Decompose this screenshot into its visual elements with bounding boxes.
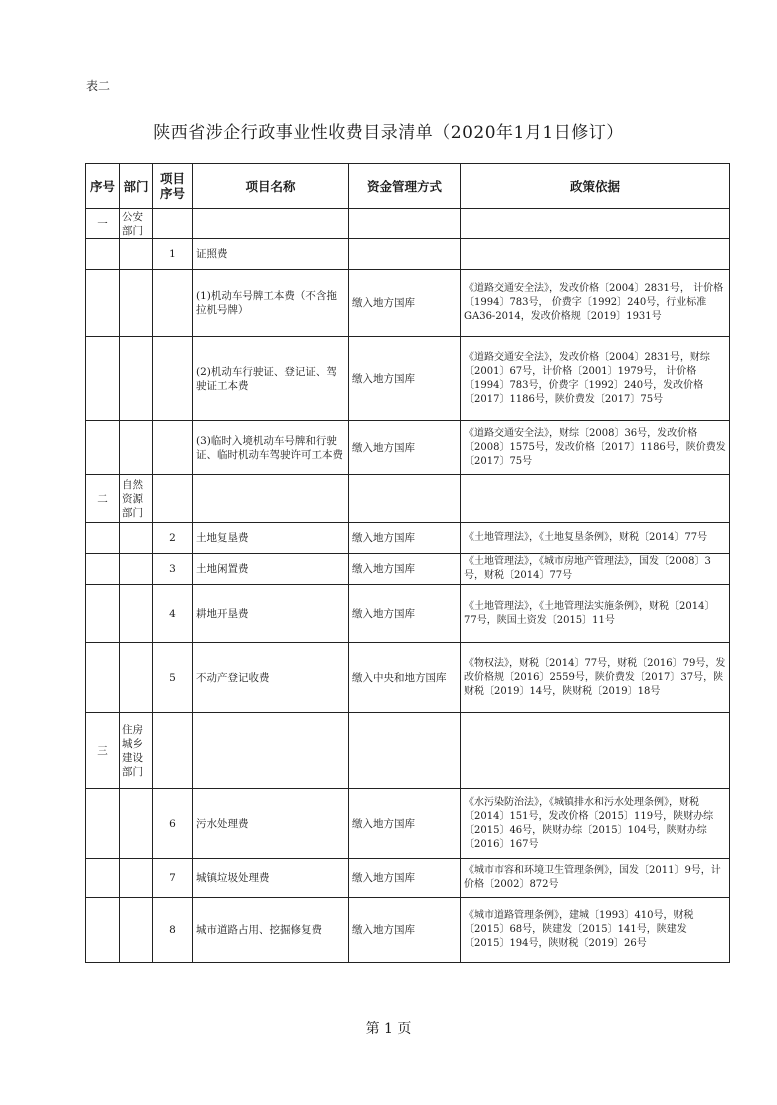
table-row [86, 554, 730, 585]
row-fund-mgmt [349, 713, 461, 789]
header-policy-basis: 政策依据 [461, 164, 730, 209]
table-header-row [86, 164, 730, 209]
section-row [86, 209, 730, 239]
row-item-name [193, 713, 349, 789]
row-item-seq: 8 [153, 898, 193, 963]
row-fund-mgmt: 缴入地方国库 [349, 898, 461, 963]
row-item-seq: 5 [153, 643, 193, 713]
row-item-name: 耕地开垦费 [193, 585, 349, 643]
row-policy-basis: 《道路交通安全法》，财综〔2008〕36号，发改价格〔2008〕1575号，发改价格〔2017〕1186号，陕价费发〔2017〕75号 [461, 421, 730, 475]
row-item-seq [153, 209, 193, 239]
section-row [86, 713, 730, 789]
row-policy-basis: 《城市市容和环境卫生管理条例》，国发〔2011〕9号，计价格〔2002〕872号 [461, 859, 730, 898]
table-row [86, 421, 730, 475]
row-item-name: 污水处理费 [193, 789, 349, 859]
table-row [86, 337, 730, 421]
header-dept: 部门 [120, 164, 153, 209]
row-policy-basis: 《道路交通安全法》，发改价格〔2004〕2831号，财综〔2001〕67号，计价格〔2001〕1979号， 计价格〔1994〕783号，价费字〔1992〕240号，发改价格〔2017〕1186号，陕价费发〔2017〕75号 [461, 337, 730, 421]
row-policy-basis: 《道路交通安全法》，发改价格〔2004〕2831号， 计价格〔1994〕783号， 价费字〔1992〕240号，行业标准GA36-2014，发改价格规〔2019〕1931号 [461, 270, 730, 337]
row-dept [120, 859, 153, 898]
row-seq: 三 [86, 713, 120, 789]
row-dept [120, 337, 153, 421]
document-title: 陕西省涉企行政事业性收费目录清单（2020年1月1日修订） [153, 123, 624, 143]
row-dept: 公安部门 [120, 209, 153, 239]
row-item-name: (1)机动车号牌工本费（不含拖拉机号牌） [193, 270, 349, 337]
row-item-seq: 3 [153, 554, 193, 585]
row-dept [120, 789, 153, 859]
row-seq: 一 [86, 209, 120, 239]
table-row [86, 859, 730, 898]
row-policy-basis [461, 713, 730, 789]
row-policy-basis: 《土地管理法》，《城市房地产管理法》，国发〔2008〕3号，财税〔2014〕77号 [461, 554, 730, 585]
row-item-seq: 4 [153, 585, 193, 643]
table-row [86, 523, 730, 554]
row-item-name: (2)机动车行驶证、登记证、驾驶证工本费 [193, 337, 349, 421]
row-item-name [193, 209, 349, 239]
row-item-name [193, 475, 349, 523]
row-seq [86, 421, 120, 475]
row-dept [120, 643, 153, 713]
row-dept [120, 898, 153, 963]
table-label: 表二 [86, 79, 111, 93]
row-item-name: 城镇垃圾处理费 [193, 859, 349, 898]
page-number: 第 1 页 [365, 1021, 412, 1037]
row-policy-basis [461, 475, 730, 523]
section-row [86, 475, 730, 523]
row-fund-mgmt: 缴入地方国库 [349, 523, 461, 554]
row-fund-mgmt: 缴入地方国库 [349, 337, 461, 421]
row-seq [86, 585, 120, 643]
header-seq: 序号 [86, 164, 120, 209]
row-seq [86, 337, 120, 421]
row-item-name: (3)临时入境机动车号牌和行驶证、临时机动车驾驶许可工本费 [193, 421, 349, 475]
row-policy-basis: 《城市道路管理条例》，建城〔1993〕410号，财税〔2015〕68号，陕建发〔2015〕141号，陕建发〔2015〕194号，陕财税〔2019〕26号 [461, 898, 730, 963]
row-dept: 自然资源部门 [120, 475, 153, 523]
row-dept [120, 270, 153, 337]
row-fund-mgmt: 缴入地方国库 [349, 270, 461, 337]
row-policy-basis: 《土地管理法》，《土地管理法实施条例》，财税〔2014〕77号，陕国土资发〔2015〕11号 [461, 585, 730, 643]
row-item-seq: 2 [153, 523, 193, 554]
row-dept [120, 239, 153, 270]
row-seq [86, 859, 120, 898]
header-item-name: 项目名称 [193, 164, 349, 209]
row-seq [86, 789, 120, 859]
row-fund-mgmt [349, 209, 461, 239]
fee-catalog-table [85, 163, 730, 963]
row-fund-mgmt: 缴入地方国库 [349, 859, 461, 898]
row-seq [86, 239, 120, 270]
row-fund-mgmt [349, 475, 461, 523]
row-item-name: 土地复垦费 [193, 523, 349, 554]
row-item-name: 城市道路占用、挖掘修复费 [193, 898, 349, 963]
table-row [86, 585, 730, 643]
row-seq: 二 [86, 475, 120, 523]
row-item-seq [153, 270, 193, 337]
row-policy-basis: 《物权法》，财税〔2014〕77号，财税〔2016〕79号，发改价格规〔2016〕2559号，陕价费发〔2017〕37号，陕财税〔2019〕14号，陕财税〔2019〕18号 [461, 643, 730, 713]
row-fund-mgmt [349, 239, 461, 270]
row-item-name: 不动产登记收费 [193, 643, 349, 713]
row-fund-mgmt: 缴入地方国库 [349, 789, 461, 859]
row-item-seq: 6 [153, 789, 193, 859]
row-seq [86, 898, 120, 963]
row-policy-basis: 《水污染防治法》，《城镇排水和污水处理条例》，财税〔2014〕151号，发改价格〔2015〕119号，陕财办综〔2015〕46号，陕财办综〔2015〕104号，陕财办综〔2016〕167号 [461, 789, 730, 859]
table-row [86, 643, 730, 713]
table-row [86, 239, 730, 270]
row-fund-mgmt: 缴入地方国库 [349, 554, 461, 585]
row-dept [120, 585, 153, 643]
row-dept [120, 554, 153, 585]
row-item-seq [153, 713, 193, 789]
row-seq [86, 523, 120, 554]
row-item-name: 土地闲置费 [193, 554, 349, 585]
header-item-seq: 项目序号 [153, 164, 193, 209]
row-item-seq [153, 421, 193, 475]
row-item-seq [153, 475, 193, 523]
row-policy-basis [461, 239, 730, 270]
table-row [86, 270, 730, 337]
row-item-seq: 7 [153, 859, 193, 898]
row-dept [120, 421, 153, 475]
row-seq [86, 554, 120, 585]
row-policy-basis [461, 209, 730, 239]
row-fund-mgmt: 缴入地方国库 [349, 421, 461, 475]
row-fund-mgmt: 缴入地方国库 [349, 585, 461, 643]
row-seq [86, 270, 120, 337]
row-dept: 住房城乡建设部门 [120, 713, 153, 789]
row-fund-mgmt: 缴入中央和地方国库 [349, 643, 461, 713]
row-dept [120, 523, 153, 554]
table-row [86, 789, 730, 859]
table-row [86, 898, 730, 963]
row-item-seq [153, 337, 193, 421]
row-seq [86, 643, 120, 713]
row-policy-basis: 《土地管理法》，《土地复垦条例》，财税〔2014〕77号 [461, 523, 730, 554]
row-item-name: 证照费 [193, 239, 349, 270]
header-fund-mgmt: 资金管理方式 [349, 164, 461, 209]
row-item-seq: 1 [153, 239, 193, 270]
